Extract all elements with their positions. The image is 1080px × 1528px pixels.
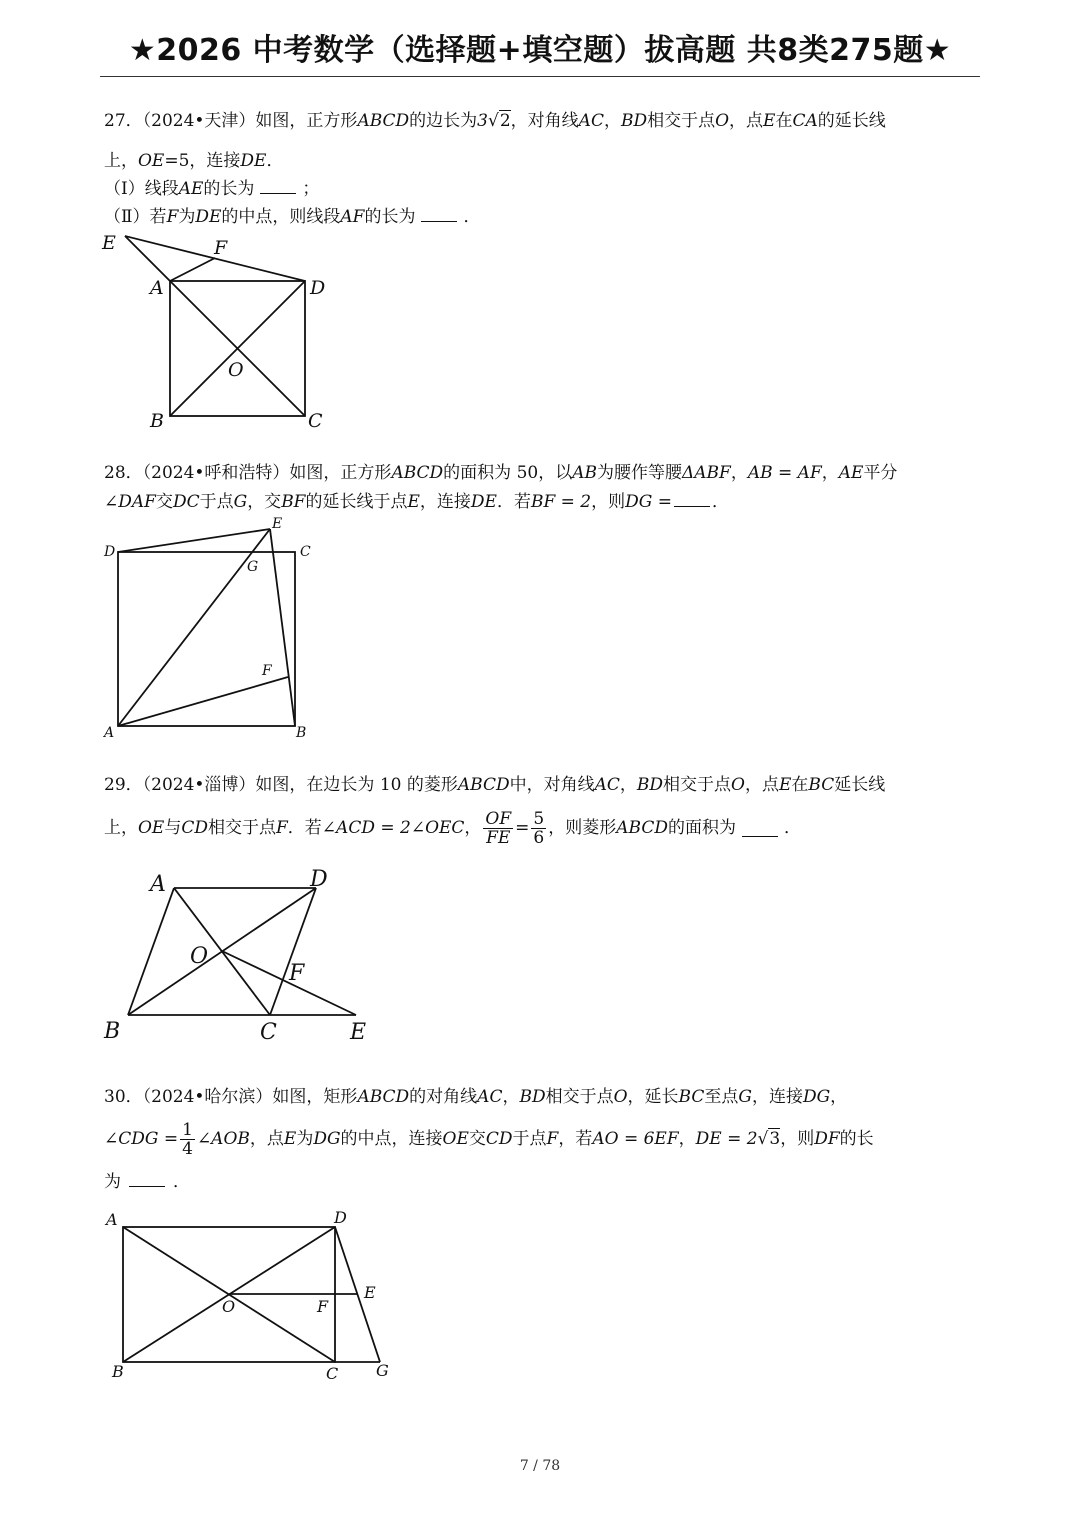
q27-segment-ea [125, 236, 170, 281]
q30-ac: AC [477, 1087, 503, 1107]
q30-comma-1: ， [502, 1087, 520, 1107]
q29-lead: 29．（2024•淄博）如图，在边长为 10 的菱形 [104, 775, 458, 795]
q28-ae: AE [838, 463, 864, 483]
q28-figure [100, 515, 320, 745]
q27-abcd: ABCD [357, 111, 410, 131]
q28-triangle: ΔABF [682, 463, 731, 483]
q30-fraction-1-4 [180, 1121, 195, 1158]
q27-line-1 [104, 109, 886, 133]
q28-label-d: D [104, 544, 116, 560]
q28-label-c: C [300, 544, 311, 560]
q29-e-text: ，点 [744, 775, 779, 795]
q28-label-a: A [104, 725, 115, 741]
q30-label-a: A [106, 1210, 118, 1229]
q29-comma-2: ， [464, 818, 482, 838]
q27-de: DE [240, 151, 267, 171]
q30-e: E [283, 1129, 297, 1149]
q28-comma-1: ， [730, 463, 748, 483]
q27-blank-2 [421, 205, 457, 222]
q27-part1-post: 的长为 [203, 179, 255, 199]
q30-bc: BC [678, 1087, 705, 1107]
q29-comma-1: ， [619, 775, 637, 795]
q30-mid: 的中点，连接 [340, 1129, 443, 1149]
q30-len: 的长 [839, 1129, 874, 1149]
q30-sqrt-sign: √ [757, 1129, 769, 1149]
q27-line-2 [104, 149, 283, 173]
q27-comma: ， [603, 111, 621, 131]
q28-label-e: E [272, 516, 283, 532]
q27-connect: ，连接 [189, 151, 241, 171]
q27-oe: OE [138, 151, 165, 171]
q29-label-a: A [150, 872, 166, 897]
q30-label-c: C [326, 1364, 339, 1383]
q30-abcd: ABCD [357, 1087, 410, 1107]
q27-part2-mid2: 的中点，则线段 [221, 207, 341, 227]
q27-ext-text: 的延长线 [817, 111, 886, 131]
q30-dg-2: DG [313, 1129, 341, 1149]
q30-angle-cdg: ∠CDG = [104, 1129, 179, 1149]
q30-label-g: G [376, 1361, 389, 1380]
q30-to: 至点 [704, 1087, 739, 1107]
q27-part1-end: ； [302, 179, 320, 199]
q29-end: ． [783, 818, 801, 838]
q28-e: E [407, 492, 420, 512]
q30-blank [129, 1170, 165, 1187]
q29-bd: BD [636, 775, 664, 795]
q30-label-d: D [334, 1208, 347, 1227]
q29-ext: 延长线 [834, 775, 886, 795]
q27-part2-pre: （Ⅱ）若 [104, 207, 167, 227]
q30-label-f: F [317, 1297, 329, 1316]
q30-cross: 交 [468, 1129, 486, 1149]
q30-bd: BD [519, 1087, 546, 1107]
q28-segment-de [118, 529, 270, 552]
q29-bc: BC [808, 775, 835, 795]
q27-meet-text: 相交于点 [647, 111, 716, 131]
q30-comma-2: ， [830, 1087, 848, 1107]
q30-frac-den: 4 [182, 1139, 193, 1159]
q27-label-e: E [102, 232, 116, 254]
q28-connect: ，连接 [419, 492, 471, 512]
q28-segment-af [118, 677, 288, 726]
q30-angle-aob: ∠AOB [196, 1129, 250, 1149]
q28-ab: AB [572, 463, 597, 483]
q27-side-text: 的边长为 [409, 111, 478, 131]
q28-label-g: G [247, 559, 259, 575]
q29-then: ，则菱形 [548, 818, 617, 838]
q29-angle-eq: ∠ACD = 2∠OEC [321, 818, 465, 838]
q27-bd: BD [620, 111, 648, 131]
q27-label-d: D [310, 277, 326, 299]
q29-frac2-den: 6 [533, 828, 545, 848]
q30-oe: OE [442, 1129, 469, 1149]
q28-at-g: 于点 [199, 492, 234, 512]
q30-ao-eq: AO = 6EF [592, 1129, 679, 1149]
q28-then: ，则 [591, 492, 626, 512]
q28-g: G [233, 492, 248, 512]
q29-e: E [778, 775, 792, 795]
q27-label-b: B [150, 410, 164, 432]
q29-o: O [731, 775, 745, 795]
q30-line-2 [104, 1119, 874, 1159]
q29-frac1-den: FE [486, 828, 511, 848]
q30-o: O [613, 1087, 628, 1107]
q28-ext: 的延长线于点 [305, 492, 408, 512]
q30-figure [100, 1205, 400, 1390]
q28-area-text: 的面积为 50，以 [443, 463, 573, 483]
q30-df: DF [814, 1129, 840, 1149]
q29-side-ab [128, 888, 174, 1015]
q30-l3: 为 [104, 1172, 121, 1192]
q29-if: ．若 [287, 818, 322, 838]
q29-figure [100, 862, 390, 1052]
q29-label-o: O [190, 944, 209, 969]
q29-meet2: 相交于点 [208, 818, 276, 838]
q27-label-a: A [150, 277, 164, 299]
q28-segment-be [270, 529, 295, 726]
q28-line-2 [104, 490, 729, 514]
q30-label-o: O [222, 1297, 236, 1316]
q27-label-o: O [228, 359, 244, 381]
q27-period: ． [266, 151, 284, 171]
q30-end: ． [173, 1172, 190, 1192]
q28-comma-2: ， [821, 463, 839, 483]
q27-l2-start: 上， [104, 151, 138, 171]
q27-blank-1 [260, 177, 296, 194]
q28-angle-daf: ∠DAF [104, 492, 156, 512]
q27-line-3 [104, 177, 319, 201]
q30-connect: ，连接 [751, 1087, 803, 1107]
q27-part2-de: DE [195, 207, 222, 227]
q28-abcd: ABCD [391, 463, 444, 483]
q27-sqrt-sign: √ [488, 111, 499, 131]
q29-ac: AC [594, 775, 620, 795]
q30-de-radicand: 3 [769, 1129, 781, 1149]
q27-oe-val: =5 [164, 151, 190, 171]
q27-label-f: F [214, 237, 228, 259]
q29-cd: CD [181, 818, 208, 838]
q27-e: E [763, 111, 776, 131]
q28-iso-text: 为腰作等腰 [597, 463, 682, 483]
q27-ac: AC [578, 111, 604, 131]
q29-area-text: 的面积为 [667, 818, 736, 838]
q28-cross: 交 [155, 492, 173, 512]
q30-then: ，则 [780, 1129, 815, 1149]
q29-abcd: ABCD [457, 775, 510, 795]
q29-label-f: F [289, 961, 305, 986]
q27-part2-af: AF [340, 207, 365, 227]
q29-frac1-num: OF [485, 809, 512, 829]
q29-f: F [276, 818, 288, 838]
q29-in-text: 中，对角线 [509, 775, 595, 795]
q30-e-text: ，点 [249, 1129, 284, 1149]
q29-fraction-5-6 [531, 810, 546, 847]
q27-part1-pre: （Ⅰ）线段 [104, 179, 179, 199]
q28-bf: BF [281, 492, 306, 512]
q30-f: F [546, 1129, 559, 1149]
q28-label-b: B [296, 725, 307, 741]
q30-de-eq: DE = 2 [695, 1129, 758, 1149]
q27-label-c: C [308, 410, 323, 432]
q27-part2-end: ． [463, 207, 481, 227]
q29-abcd-2: ABCD [616, 818, 668, 838]
page-number: 7 / 78 [519, 1458, 561, 1474]
q27-diag-text: ，对角线 [510, 111, 579, 131]
page-header: ★2026 中考数学（选择题+填空题）拔高题 共8类275题★ [100, 28, 980, 77]
q30-lead: 30．（2024•哈尔滨）如图，矩形 [104, 1087, 358, 1107]
q30-cd: CD [485, 1129, 513, 1149]
q28-de: DE [470, 492, 497, 512]
q29-line-2 [104, 808, 801, 848]
q28-label-f: F [262, 663, 272, 679]
q30-at: 于点 [512, 1129, 547, 1149]
q30-line-3 [104, 1170, 190, 1194]
q29-label-e: E [350, 1020, 367, 1045]
q30-is: 为 [296, 1129, 314, 1149]
q29-side-dc [270, 888, 316, 1015]
q28-dg: DG = [625, 492, 672, 512]
q30-dg: DG [802, 1087, 831, 1107]
q28-dc: DC [172, 492, 200, 512]
q30-frac-num: 1 [182, 1120, 193, 1140]
q27-ca: CA [792, 111, 818, 131]
q28-ab-eq: AB = AF [747, 463, 822, 483]
q27-segment-af [170, 258, 215, 281]
q27-side-coef: 3 [477, 111, 488, 131]
q27-lead: 27．（2024•天津）如图，正方形 [104, 111, 358, 131]
q28-end: ． [711, 492, 729, 512]
q29-blank [742, 820, 778, 837]
q29-eq: = [515, 818, 530, 838]
q29-label-c: C [260, 1020, 277, 1045]
q28-bisect: 平分 [863, 463, 898, 483]
q27-o: O [715, 111, 730, 131]
q28-comma-3: ，交 [247, 492, 282, 512]
q27-e-text: ，点 [729, 111, 764, 131]
q30-label-b: B [112, 1362, 124, 1381]
q29-line-1 [104, 773, 885, 797]
q30-line-1 [104, 1085, 847, 1109]
q27-part2-post: 的长为 [364, 207, 416, 227]
q27-in-text: 在 [775, 111, 793, 131]
q28-blank [674, 490, 710, 507]
q30-comma-3: ， [678, 1129, 696, 1149]
q28-lead: 28．（2024•呼和浩特）如图，正方形 [104, 463, 392, 483]
q29-oe: OE [138, 818, 165, 838]
q29-in2: 在 [791, 775, 809, 795]
q29-l2-start: 上， [104, 818, 138, 838]
q30-if: ，若 [558, 1129, 593, 1149]
q29-label-b: B [104, 1019, 121, 1044]
q28-bf-val: BF = 2 [530, 492, 592, 512]
q30-ext-text: ，延长 [627, 1087, 679, 1107]
q28-line-1 [104, 461, 897, 485]
q27-part2-mid: 为 [178, 207, 196, 227]
q27-part2-f: F [166, 207, 179, 227]
q27-line-4 [104, 205, 480, 229]
q27-part1-seg: AE [178, 179, 204, 199]
q29-frac2-num: 5 [533, 809, 545, 829]
q27-side-radicand: 2 [499, 111, 511, 131]
q30-diag: 的对角线 [409, 1087, 478, 1107]
q30-label-e: E [364, 1283, 376, 1302]
q29-fraction-of-fe [483, 810, 513, 847]
q30-g: G [738, 1087, 752, 1107]
q28-if: ．若 [496, 492, 531, 512]
q29-label-d: D [310, 867, 328, 892]
q30-meet: 相交于点 [545, 1087, 614, 1107]
q27-figure [100, 228, 340, 438]
q29-meet: 相交于点 [663, 775, 732, 795]
q29-with: 与 [164, 818, 182, 838]
